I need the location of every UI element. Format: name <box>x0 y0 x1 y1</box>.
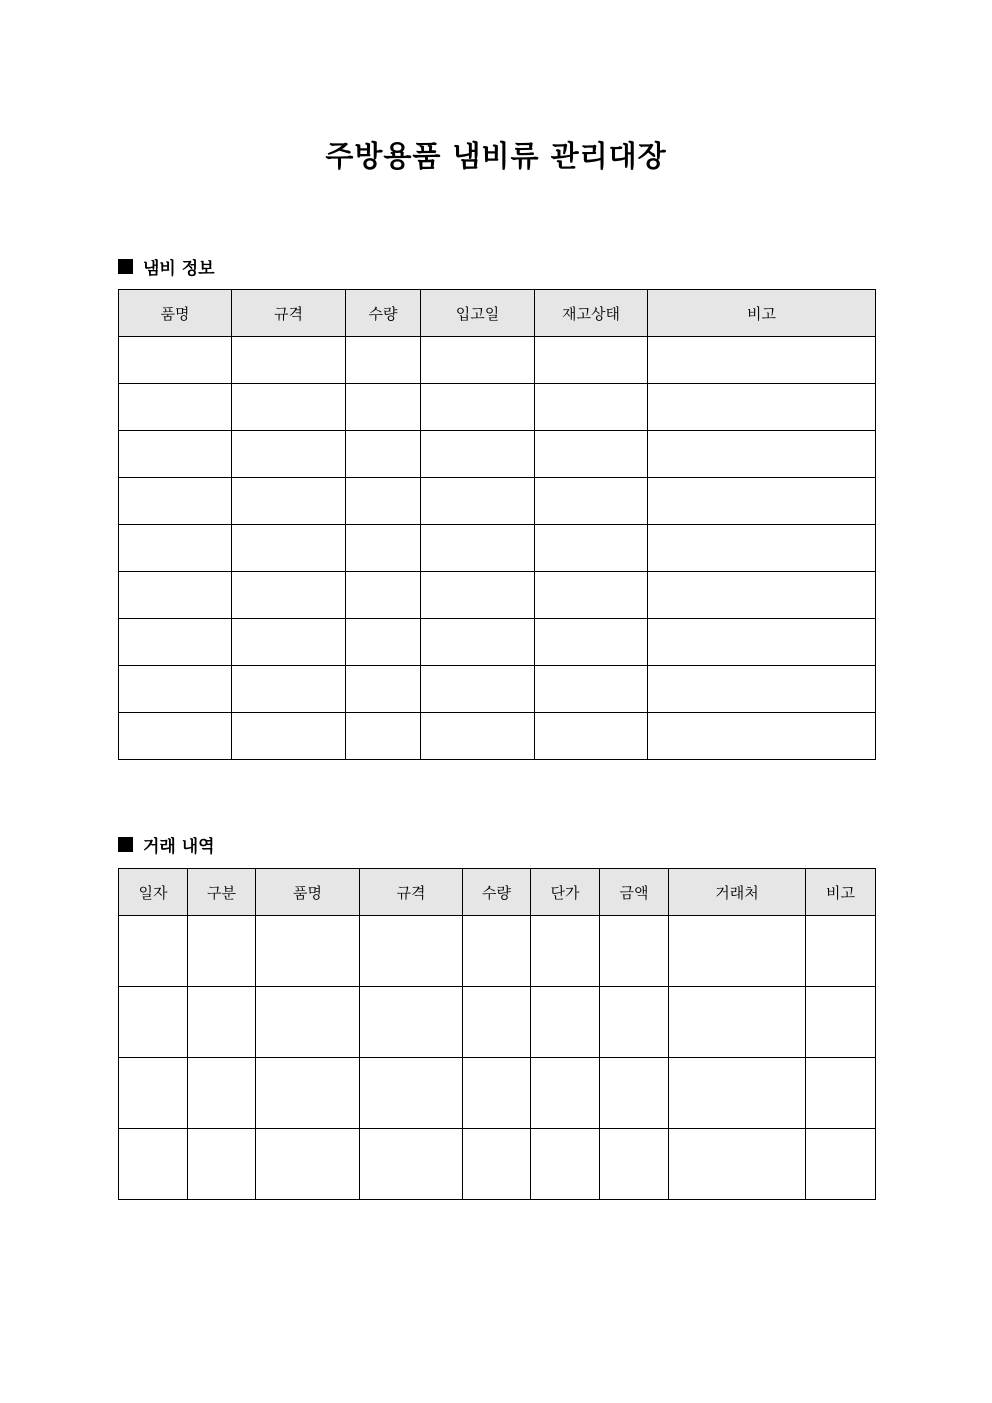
column-header: 일자 <box>119 869 188 916</box>
table-cell[interactable] <box>600 1058 669 1129</box>
table-cell[interactable] <box>421 713 535 760</box>
table-cell[interactable] <box>232 713 346 760</box>
table-cell[interactable] <box>531 1058 600 1129</box>
table-cell[interactable] <box>806 1058 876 1129</box>
square-bullet-icon <box>118 259 133 274</box>
table-cell[interactable] <box>531 1129 600 1200</box>
table-row <box>119 525 876 572</box>
table-cell[interactable] <box>256 987 360 1058</box>
table-cell[interactable] <box>648 478 876 525</box>
table-row <box>119 713 876 760</box>
table-cell[interactable] <box>119 478 232 525</box>
table-cell[interactable] <box>421 431 535 478</box>
table-cell[interactable] <box>256 1129 360 1200</box>
column-header: 거래처 <box>669 869 806 916</box>
table-cell[interactable] <box>806 987 876 1058</box>
section-heading-text: 냄비 정보 <box>143 259 215 279</box>
section-heading-pot-info <box>118 254 215 279</box>
table-row <box>119 619 876 666</box>
column-header: 품명 <box>119 290 232 337</box>
column-header: 품명 <box>256 869 360 916</box>
table-cell[interactable] <box>346 525 421 572</box>
table-cell[interactable] <box>669 987 806 1058</box>
table-cell[interactable] <box>535 431 648 478</box>
table-cell[interactable] <box>119 337 232 384</box>
table-cell[interactable] <box>806 1129 876 1200</box>
table-cell[interactable] <box>463 1058 531 1129</box>
table-cell[interactable] <box>119 619 232 666</box>
table-cell[interactable] <box>535 713 648 760</box>
column-header: 구분 <box>188 869 256 916</box>
table-cell[interactable] <box>648 525 876 572</box>
table-cell[interactable] <box>119 987 188 1058</box>
table-cell[interactable] <box>346 713 421 760</box>
table-cell[interactable] <box>600 1129 669 1200</box>
table-cell[interactable] <box>463 916 531 987</box>
table-cell[interactable] <box>188 987 256 1058</box>
table-cell[interactable] <box>531 987 600 1058</box>
table-cell[interactable] <box>600 987 669 1058</box>
table-cell[interactable] <box>360 1058 463 1129</box>
table-row <box>119 666 876 713</box>
header-row <box>119 290 876 337</box>
table-cell[interactable] <box>421 525 535 572</box>
column-header: 단가 <box>531 869 600 916</box>
table-cell[interactable] <box>119 384 232 431</box>
table-cell[interactable] <box>535 337 648 384</box>
table-cell[interactable] <box>648 619 876 666</box>
table-row <box>119 478 876 525</box>
table-row <box>119 1058 876 1129</box>
table-cell[interactable] <box>421 619 535 666</box>
table-cell[interactable] <box>119 916 188 987</box>
table-cell[interactable] <box>232 525 346 572</box>
table-cell[interactable] <box>346 572 421 619</box>
table-cell[interactable] <box>256 916 360 987</box>
table-cell[interactable] <box>232 572 346 619</box>
table-cell[interactable] <box>421 337 535 384</box>
column-header: 재고상태 <box>535 290 648 337</box>
table-cell[interactable] <box>119 666 232 713</box>
column-header: 수량 <box>463 869 531 916</box>
header-row <box>119 869 876 916</box>
table-cell[interactable] <box>346 431 421 478</box>
table-cell[interactable] <box>600 916 669 987</box>
table-cell[interactable] <box>463 1129 531 1200</box>
table-cell[interactable] <box>346 478 421 525</box>
table-cell[interactable] <box>806 916 876 987</box>
column-header: 규격 <box>232 290 346 337</box>
table-cell[interactable] <box>119 525 232 572</box>
table-row <box>119 337 876 384</box>
table-cell[interactable] <box>648 431 876 478</box>
table-cell[interactable] <box>119 1129 188 1200</box>
table-row <box>119 572 876 619</box>
table-cell[interactable] <box>232 431 346 478</box>
table-cell[interactable] <box>232 666 346 713</box>
transaction-table <box>118 868 876 1200</box>
table-cell[interactable] <box>232 478 346 525</box>
table-cell[interactable] <box>188 916 256 987</box>
column-header: 금액 <box>600 869 669 916</box>
table-row <box>119 916 876 987</box>
table-cell[interactable] <box>463 987 531 1058</box>
table-row <box>119 1129 876 1200</box>
table-cell[interactable] <box>346 619 421 666</box>
table-cell[interactable] <box>535 384 648 431</box>
table-cell[interactable] <box>119 1058 188 1129</box>
column-header: 입고일 <box>421 290 535 337</box>
table-cell[interactable] <box>648 337 876 384</box>
column-header: 비고 <box>648 290 876 337</box>
column-header: 규격 <box>360 869 463 916</box>
table-cell[interactable] <box>421 384 535 431</box>
table-row <box>119 431 876 478</box>
table-cell[interactable] <box>119 713 232 760</box>
table-cell[interactable] <box>535 572 648 619</box>
table-cell[interactable] <box>669 1129 806 1200</box>
square-bullet-icon <box>118 837 133 852</box>
table-cell[interactable] <box>535 525 648 572</box>
table-cell[interactable] <box>360 987 463 1058</box>
section-heading-text: 거래 내역 <box>143 837 215 857</box>
document-title: 주방용품 냄비류 관리대장 <box>325 139 667 173</box>
table-cell[interactable] <box>648 713 876 760</box>
table-cell[interactable] <box>188 1129 256 1200</box>
table-cell[interactable] <box>346 666 421 713</box>
column-header: 수량 <box>346 290 421 337</box>
table-cell[interactable] <box>232 384 346 431</box>
table-cell[interactable] <box>535 619 648 666</box>
table-cell[interactable] <box>648 384 876 431</box>
table-row <box>119 384 876 431</box>
table-cell[interactable] <box>421 478 535 525</box>
table-cell[interactable] <box>232 619 346 666</box>
table-cell[interactable] <box>256 1058 360 1129</box>
table-cell[interactable] <box>119 572 232 619</box>
table-cell[interactable] <box>188 1058 256 1129</box>
table-cell[interactable] <box>531 916 600 987</box>
table-cell[interactable] <box>669 916 806 987</box>
table-cell[interactable] <box>346 337 421 384</box>
table-cell[interactable] <box>232 337 346 384</box>
pot-info-table <box>118 289 876 760</box>
table-cell[interactable] <box>535 666 648 713</box>
section-heading-transactions <box>118 832 215 857</box>
table-cell[interactable] <box>360 1129 463 1200</box>
table-cell[interactable] <box>346 384 421 431</box>
column-header: 비고 <box>806 869 876 916</box>
table-cell[interactable] <box>535 478 648 525</box>
table-cell[interactable] <box>648 572 876 619</box>
table-cell[interactable] <box>119 431 232 478</box>
table-cell[interactable] <box>648 666 876 713</box>
table-cell[interactable] <box>669 1058 806 1129</box>
table-cell[interactable] <box>360 916 463 987</box>
table-row <box>119 987 876 1058</box>
table-cell[interactable] <box>421 666 535 713</box>
table-cell[interactable] <box>421 572 535 619</box>
